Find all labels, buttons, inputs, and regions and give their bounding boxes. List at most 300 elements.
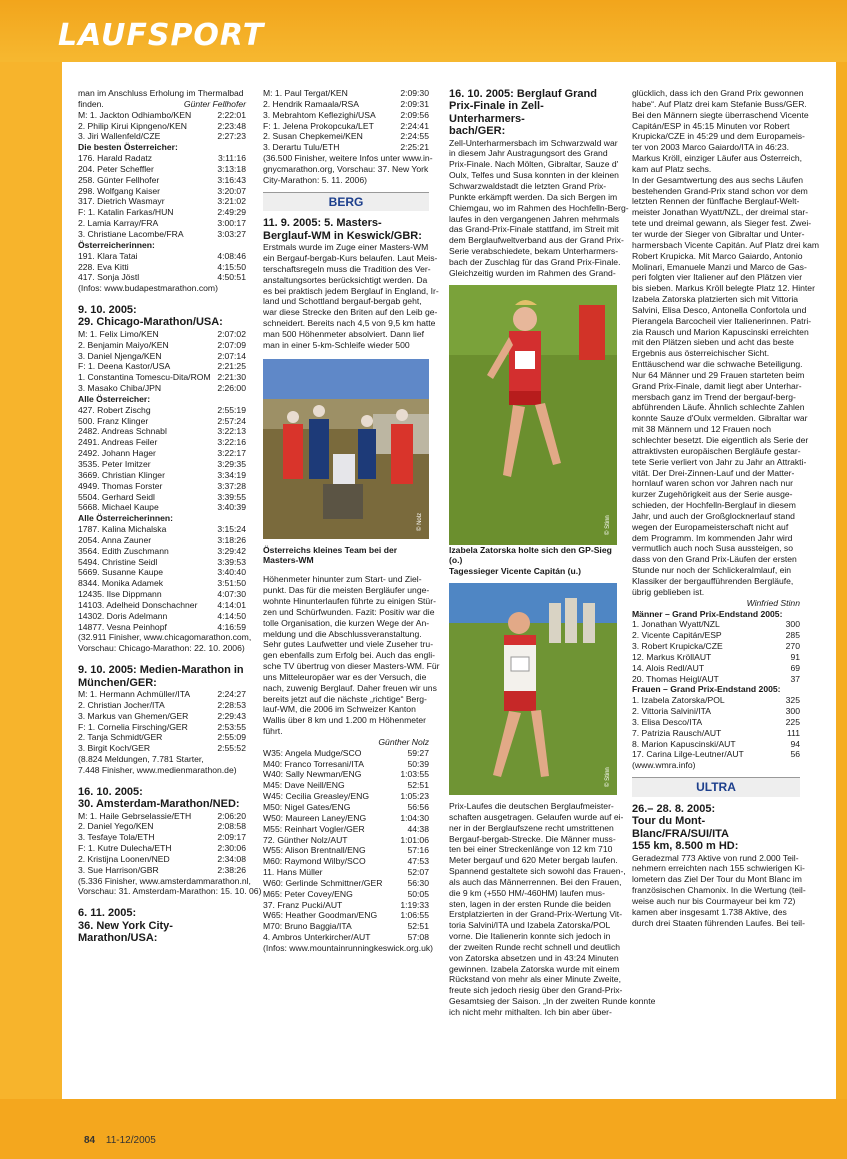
result-row (263, 813, 429, 824)
result-name: 3. Tesfaye Tola/ETH (78, 832, 155, 843)
result-row (263, 110, 429, 121)
result-row (78, 722, 246, 733)
article-title: bach/GER: (449, 125, 506, 138)
text-line: mit 38 Männern und 12 Frauen noch (632, 424, 772, 435)
result-name: W40: Sally Newman/ENG (263, 769, 362, 780)
result-name: 2. Vittoria Salvini/ITA (632, 706, 711, 717)
photo-caption: Tagessieger Vicente Capitán (u.) (449, 566, 581, 577)
result-value: 57:08 (407, 932, 429, 943)
article-title: 29. Chicago-Marathon/USA: (78, 316, 223, 329)
result-name: 427. Robert Zischg (78, 404, 151, 415)
result-name: 2054. Anna Zauner (78, 534, 152, 545)
info-line: (8.824 Meldungen, 7.781 Starter, (78, 754, 204, 765)
left-margin-bar (0, 62, 62, 1099)
text-line: man 500 Höhenmeter absolviert. Dann lief (263, 329, 424, 339)
result-value: 3:22:16 (217, 437, 246, 448)
result-value: 2:08:58 (217, 821, 246, 832)
result-row (263, 802, 429, 813)
text-line: Klassiker der bergaufführenden Bergläufe, (632, 575, 794, 586)
photo-caption: Izabela Zatorska holte sich den GP-Sieg (o.) (449, 544, 612, 566)
result-value: 225 (785, 716, 800, 727)
text-line: gen ebenfalls zum Erfolg bei. Auch das engli- (263, 650, 435, 661)
result-row (78, 437, 246, 448)
result-row (78, 229, 246, 240)
photo-caption: Masters-WM (263, 555, 314, 566)
result-row (78, 589, 246, 600)
result-name: 2482. Andreas Schnabl (78, 426, 167, 437)
result-value: 2:55:52 (217, 743, 246, 754)
result-name: 4. Ambros Unterkircher/AUT (263, 932, 371, 943)
result-name: 2. Daniel Yego/KEN (78, 821, 154, 832)
result-value: 2:24:55 (400, 131, 429, 142)
text-line: führt. (263, 726, 283, 737)
result-name: 3. Jiri Wallenfeld/CZE (78, 131, 161, 142)
result-name: M50: Nigel Gates/ENG (263, 802, 351, 812)
result-value: 1:06:55 (400, 910, 429, 921)
text-line: durch drei Staaten führenden Laufes. Bei teil- (632, 917, 805, 928)
info-line: (www.wmra.info) (632, 760, 696, 771)
text-line: nach, zuwenig Berglauf. Daher freuen wir uns (263, 682, 437, 693)
result-name: 298. Wolfgang Kaiser (78, 185, 161, 196)
article-title: 11. 9. 2005: 5. Masters- (263, 217, 382, 230)
result-value: 2:09:30 (400, 88, 429, 98)
result-value: 2:55:19 (217, 404, 246, 415)
result-name: 1787. Kalina Michalska (78, 524, 167, 535)
text-line: Zell-Unterharmersbach im Schwarzwald war (449, 137, 618, 148)
text-line: zia Rausch und Marion Kapuscinski erreichten (632, 326, 809, 337)
info-line: (36.500 Finisher, weitere Infos unter www.in- (263, 153, 433, 164)
result-name: 3. Sue Harrison/GBR (78, 864, 159, 875)
text-line: wegen der Europameisterschaft nicht auf (632, 521, 789, 532)
result-row (78, 481, 246, 492)
text-line: Robert Krupicka. Mit Marco Gaiardo, Antonio (632, 250, 803, 261)
budapest-at-results (78, 153, 246, 240)
gp-women-standings (632, 695, 800, 760)
column-3 (449, 88, 656, 1018)
result-name: 3. Elisa Desco/ITA (632, 716, 703, 727)
result-name: 20. Thomas Heigl/AUT (632, 673, 719, 684)
subheading: Alle Österreicherinnen: (78, 513, 174, 524)
result-value: 3:15:24 (217, 524, 246, 535)
result-value: 111 (786, 727, 800, 738)
text-line: Schwarzwaldstadt die letzten Grand Prix- (449, 181, 607, 191)
result-value: 2:53:55 (217, 721, 246, 732)
result-name: 2491. Andreas Feiler (78, 437, 158, 448)
result-value: 2:24:41 (400, 120, 429, 131)
result-value: 2:27:23 (217, 131, 246, 142)
result-value: 52:07 (407, 867, 429, 878)
result-row (78, 711, 246, 722)
result-row (78, 459, 246, 470)
result-value: 3:00:17 (217, 218, 246, 229)
zatorska-photo (449, 285, 617, 545)
result-name: 5504. Gerhard Seidl (78, 491, 155, 502)
article-title: 155 km, 8.500 m HD: (632, 840, 739, 853)
issue-label: 11-12/2005 (105, 1135, 156, 1146)
result-row (78, 535, 246, 546)
result-value: 1:01:06 (400, 834, 429, 845)
text-line: vorne. Die Italienerin konnte sich jedoch in (449, 931, 611, 942)
info-line: (32.911 Finisher, www.chicagomarathon.com, (78, 632, 252, 643)
result-row (78, 416, 246, 427)
text-line: Gesamtsieg der Saison. „In der zweiten Runde konnte (449, 996, 656, 1007)
text-line: vität. Der Drei-Zinnen-Lauf und der Matter- (632, 467, 795, 478)
result-value: 3:51:50 (217, 578, 246, 589)
text-line: Punkte erkämpft werden. Da sich Bergen im (449, 191, 618, 202)
text-line: man in einer 5-km-Schleife wieder 500 (263, 339, 410, 350)
result-value: 2:57:24 (217, 415, 246, 426)
text-line: Prix-Finale. Nach Mölten, Gibraltar, Sauze d' (449, 159, 619, 170)
result-row (78, 361, 246, 372)
result-name: 5494. Christine Seidl (78, 556, 158, 567)
result-row (632, 695, 800, 706)
text-line: attraktivsten europäischen Bergläufe gestar- (632, 445, 801, 456)
result-value: 3:37:28 (217, 480, 246, 491)
article-date: 16. 10. 2005: (78, 785, 143, 798)
info-line: Vorschau: Chicago-Marathon: 22. 10. 2006) (78, 643, 245, 654)
text-line: terschaftsregeln muss die Tradition des Ver- (263, 263, 431, 274)
result-name: 5669. Susanne Kaupe (78, 567, 164, 578)
text-line: bereits jetzt auf die nächste „richtige“ Berg- (263, 693, 427, 704)
result-name: 14103. Adelheid Donschachner (78, 599, 198, 610)
text-line: nehmern erreichten nach 155 schwierigen Ki- (632, 863, 805, 874)
result-name: 3. Robert Krupicka/CZE (632, 641, 723, 652)
result-name: 12. Markus KröllAUT (632, 651, 712, 662)
result-name: 204. Peter Scheffler (78, 163, 154, 174)
text-line: hornlauf waren schon vor Jahren nach nur (632, 478, 793, 489)
result-row (78, 600, 246, 611)
result-value: 2:26:00 (217, 383, 246, 394)
result-name: 3669. Christian Klinger (78, 469, 165, 480)
result-row (632, 652, 800, 663)
result-row (78, 207, 246, 218)
text-line: habe“. Auf Platz drei kam Stefanie Buss/GER. (632, 98, 807, 109)
text-line: kamen aber insgesamt 1.738 Aktive, des (632, 906, 787, 917)
author: Günther Nolz (378, 736, 429, 747)
result-value: 3:40:40 (217, 567, 246, 578)
text-line: Chiemgau, wo im Rahmen des Hochfelln-Berg- (449, 202, 629, 213)
photo-credit: © Nolz (417, 512, 423, 531)
result-row (78, 502, 246, 513)
text-line: in diesem Jahr Austragungsort des Grand (449, 148, 608, 159)
article-title: 30. Amsterdam-Marathon/NED: (78, 798, 240, 811)
result-name: F: 1. Cornelia Firsching/GER (78, 721, 188, 732)
result-row (263, 142, 429, 153)
result-name: 3. Mebrahtom Keflezighi/USA (263, 109, 376, 120)
text-line: übrig geblieben ist. (632, 586, 705, 597)
result-name: M: 1. Paul Tergat/KEN (263, 88, 348, 98)
result-value: 2:21:30 (217, 372, 246, 383)
result-row (78, 251, 246, 262)
text-line: Molinari, Emanuele Manzi und Marco de Gas- (632, 261, 807, 272)
text-line: Spannend gestaltete sich sowohl das Frauen-, (449, 866, 626, 877)
text-line: ter wurde der Sieger von Gibraltar und Unter- (632, 228, 805, 239)
text-line: vermutlich auch noch Susa aussteigen, so (632, 543, 793, 554)
result-name: 14. Alois Redl/AUT (632, 662, 705, 673)
text-line: Rückstand von mehr als einer Minute Zweite, (449, 974, 621, 985)
result-row (632, 619, 800, 630)
page-number: 84 (84, 1135, 96, 1146)
result-row (78, 131, 246, 142)
text-line: lauf-WM, die 2006 im Schweizer Kanton (263, 704, 416, 715)
result-row (78, 383, 246, 394)
text-line: mit den Plätzen sieben und acht das beste (632, 337, 794, 348)
chicago-results (78, 329, 246, 394)
result-value: 3:22:13 (217, 426, 246, 437)
text-line: zen und Schürfwunden. Fazit: Positiv war die (263, 606, 435, 617)
result-value: 57:16 (407, 845, 429, 856)
result-row (263, 932, 429, 943)
text-line: ter von 2003 Marco Gaiardo/ITA in 46:23. (632, 142, 790, 153)
result-row (78, 175, 246, 186)
result-row (78, 811, 246, 822)
result-row (263, 99, 429, 110)
result-value: 2:25:21 (400, 142, 429, 153)
chicago-at-results (78, 405, 246, 513)
result-row (78, 557, 246, 568)
text-line: laufes in den vergangenen Jahren mehrmals (449, 213, 620, 224)
text-line: schlechter besetzt. Die eigentlich als Serie der (632, 435, 809, 445)
result-row (78, 843, 246, 854)
result-name: 12435. Ilse Dippmann (78, 589, 162, 600)
text-line: Bei den Männern siegte überraschend Vicente (632, 109, 809, 120)
result-row (78, 351, 246, 362)
masters-results (263, 748, 429, 943)
result-row (78, 567, 246, 578)
result-row (263, 769, 429, 780)
result-value: 3:22:17 (217, 448, 246, 459)
result-value: 3:18:26 (217, 534, 246, 545)
capitan-photo (449, 583, 617, 795)
text-line: Höhenmeter hinunter zum Start- und Ziel- (263, 574, 422, 585)
result-value: 3:39:55 (217, 491, 246, 502)
result-row (632, 749, 800, 760)
result-value: 2:22:01 (217, 109, 246, 120)
result-name: 5668. Michael Kaupe (78, 502, 159, 513)
result-value: 3:29:42 (217, 545, 246, 556)
result-value: 2:55:09 (217, 732, 246, 743)
munich-results (78, 689, 246, 754)
result-value: 3:39:53 (217, 556, 246, 567)
result-row (263, 759, 429, 770)
result-row (78, 689, 246, 700)
result-name: W50: Maureen Laney/ENG (263, 812, 367, 823)
result-value: 3:20:07 (217, 185, 246, 196)
text-line: das Grand-Prix-Finale stattfand, im Streit mit (449, 224, 619, 235)
text-line: bis sieben. Markus Kröll belegte Platz 12. Hinter (632, 283, 815, 294)
result-row (632, 706, 800, 717)
result-name: M: 1. Haile Gebrselassie/ETH (78, 810, 192, 821)
result-value: 4:15:50 (217, 261, 246, 272)
text-line: Markus Kröll, einziger Läufer aus Österreich, (632, 153, 803, 164)
budapest-atw-results (78, 251, 246, 284)
result-value: 300 (785, 706, 800, 717)
result-row (78, 492, 246, 503)
result-name: M65: Peter Covey/ENG (263, 888, 353, 899)
column-2 (263, 88, 440, 954)
result-value: 2:07:09 (217, 339, 246, 350)
result-row (78, 832, 246, 843)
result-name: 417. Sonja Jöstl (78, 272, 140, 283)
text-line: tolle Organisation, die kurzen Wege der An- (263, 617, 430, 628)
text-line: konnte Sauze d'Oulx vermelden. Gibraltar war (632, 413, 808, 424)
result-name: M45: Dave Neill/ENG (263, 780, 345, 791)
result-name: 2. Christian Jocher/ITA (78, 699, 165, 710)
text-line: Stunde nur noch der Schlickeralmlauf, ein (632, 565, 792, 576)
result-name: 191. Klara Tatai (78, 250, 138, 261)
result-value: 94 (790, 738, 800, 749)
result-name: 2. Philip Kirui Kipngeno/KEN (78, 120, 187, 131)
text-line: toria Salvini/ITA und Izabela Zatorska/POL (449, 920, 611, 931)
text-line: die 9 km (+550 HM/-460HM) laufen mus- (449, 887, 605, 898)
result-value: 3:13:18 (217, 163, 246, 174)
result-row (78, 821, 246, 832)
result-row (78, 546, 246, 557)
magazine-logo: LAUFSPORT (58, 18, 265, 53)
result-name: 228. Eva Kitti (78, 261, 129, 272)
text-line: Oulx, Telfes und Susa konnten in der kleinen (449, 170, 619, 181)
result-name: 3. Birgit Koch/GER (78, 743, 151, 754)
result-row (78, 272, 246, 283)
result-row (263, 845, 429, 856)
result-row (78, 470, 246, 481)
text-line: Krupicka/CZE in 45:29 und dem Europameis- (632, 131, 805, 142)
result-value: 2:09:31 (400, 98, 429, 109)
result-row (78, 524, 246, 535)
result-value: 2:23:48 (217, 120, 246, 131)
result-name: 3535. Peter Imitzer (78, 458, 151, 469)
result-name: F: 1. Deena Kastor/USA (78, 361, 171, 372)
result-row (78, 164, 246, 175)
text-line: glücklich, dass ich den Grand Prix gewonnen (632, 88, 804, 98)
result-name: W65: Heather Goodman/ENG (263, 910, 378, 921)
article-title: München/GER: (78, 676, 157, 689)
result-name: 2. Lamia Karray/FRA (78, 218, 159, 229)
result-value: 2:09:17 (217, 832, 246, 843)
text-line: letzten Rennen der fünffache Berglauf-Welt- (632, 196, 800, 207)
result-value: 3:40:39 (217, 502, 246, 513)
text-line: Salvini, Elisa Desco, Antonella Confortola und (632, 304, 807, 315)
result-name: 2. Benjamin Maiyo/KEN (78, 339, 169, 350)
result-row (263, 780, 429, 791)
result-name: 2. Hendrik Ramaala/RSA (263, 98, 360, 109)
text-line: gewinnen. Izabela Zatorska wurde mit einem (449, 963, 620, 974)
result-name: W60: Gerlinde Schmittner/GER (263, 877, 383, 888)
result-name: 2. Kristijna Loonen/NED (78, 853, 170, 864)
author: Winfried Stinn (746, 597, 800, 608)
article-title: Berglauf-WM in Keswick/GBR: (263, 229, 422, 242)
text-line: Capitán/ESP in 45:15 Minuten vor Robert (632, 120, 790, 131)
result-value: 2:34:08 (217, 853, 246, 864)
result-name: W45: Cecilia Greasley/ENG (263, 791, 370, 802)
result-name: W35: Angela Mudge/SCO (263, 747, 362, 758)
article-title: Prix-Finale in Zell-Unterharmers- (449, 100, 544, 125)
result-name: 72. Günther Nolz/AUT (263, 834, 348, 845)
result-row (632, 663, 800, 674)
result-name: 37. Franz Pucki/AUT (263, 899, 343, 910)
result-value: 50:05 (407, 888, 429, 899)
result-row (263, 824, 429, 835)
result-row (263, 121, 429, 132)
text-line: französischen Chamonix. In die Wertung (teil- (632, 885, 806, 896)
result-row (263, 791, 429, 802)
text-line: bach der Zuschlag für das Grand Prix-Finale. (449, 256, 621, 267)
result-row (263, 867, 429, 878)
footer-bar (0, 1099, 847, 1159)
text-line: Geradezmal 773 Aktive von rund 2.000 Teil- (632, 852, 799, 863)
text-line: freute sich jedoch riesig über den Grand-Prix- (449, 985, 623, 996)
text-line: sten, lagen in der ersten Runde die beiden (449, 898, 611, 909)
result-row (78, 340, 246, 351)
article-date: 9. 10. 2005: (78, 304, 137, 317)
text-line: ein Bergauf-bergab-Kurs belaufen. Laut Meis- (263, 253, 438, 264)
text-line: Enttäuschend war die schwache Beteiligung. (632, 359, 803, 370)
result-value: 52:51 (407, 780, 429, 791)
result-value: 2:30:06 (217, 843, 246, 854)
result-value: 2:28:53 (217, 699, 246, 710)
text-line: weise auch nur bis Courmayeur bei km 72) (632, 896, 796, 906)
result-row (78, 218, 246, 229)
author: Günter Fellhofer (183, 98, 246, 109)
article-title: Tour du Mont-Blanc/FRA/SUI/ITA (632, 815, 729, 840)
result-row (78, 405, 246, 416)
text-line: es bei praktisch jedem Berglauf in England, Ir- (263, 285, 439, 296)
text-line: ten bei einer Streckenlänge von 12 km 710 (449, 844, 613, 855)
result-name: 14302. Doris Adelmann (78, 610, 168, 621)
result-name: F: 1. Jelena Prokopcuka/LET (263, 120, 374, 131)
text-line: punkt. Das für die meisten Bergläufer unge- (263, 585, 430, 596)
result-value: 3:29:35 (217, 458, 246, 469)
result-value: 270 (785, 641, 800, 652)
result-value: 1:05:23 (400, 791, 429, 802)
result-value: 4:14:01 (217, 599, 246, 610)
result-row (632, 739, 800, 750)
text-line: kurzer Zugehörigkeit aus der Serie ausge- (632, 489, 793, 500)
result-value: 47:53 (407, 856, 429, 867)
text-line: schieden, der Hochfelln-Berglauf in diesem (632, 500, 796, 511)
result-value: 3:16:43 (217, 174, 246, 185)
result-value: 44:38 (407, 823, 429, 834)
result-value: 300 (785, 619, 800, 630)
result-value: 2:49:29 (217, 207, 246, 218)
result-value: 50:39 (407, 758, 429, 769)
text-line: In der Gesamtwertung des aus sechs Läufen (632, 174, 804, 185)
result-row (263, 910, 429, 921)
text-line: tete und dreimal gewann, als Sieger fest. Zwei- (632, 218, 812, 229)
text-line: uns Mitteleuropäer war es der Versuch, die (263, 671, 427, 682)
article-title: 16. 10. 2005: Berglauf Grand (449, 88, 597, 100)
result-name: M55: Reinhart Vogler/GER (263, 823, 365, 834)
text-line: wohnte Hinunterlaufen führte zu einigen Stür- (263, 595, 436, 606)
result-name: 3. Masako Chiba/JPN (78, 383, 162, 394)
subheading: Österreicherinnen: (78, 239, 155, 250)
result-row (263, 856, 429, 867)
result-row (78, 426, 246, 437)
result-value: 59:27 (407, 747, 429, 758)
result-row (632, 641, 800, 652)
result-row (632, 728, 800, 739)
text-line: peri folgten vier Italiener auf den Plätzen vier (632, 272, 803, 283)
result-row (263, 748, 429, 759)
result-row (78, 743, 246, 754)
result-value: 2:24:27 (217, 688, 246, 699)
section-heading-ultra: ULTRA (632, 777, 800, 797)
subheading: Männer – Grand Prix-Endstand 2005: (632, 608, 783, 619)
result-value: 1:19:33 (400, 899, 429, 910)
result-row (78, 372, 246, 383)
result-value: 2:06:20 (217, 810, 246, 821)
article-text (449, 137, 629, 279)
